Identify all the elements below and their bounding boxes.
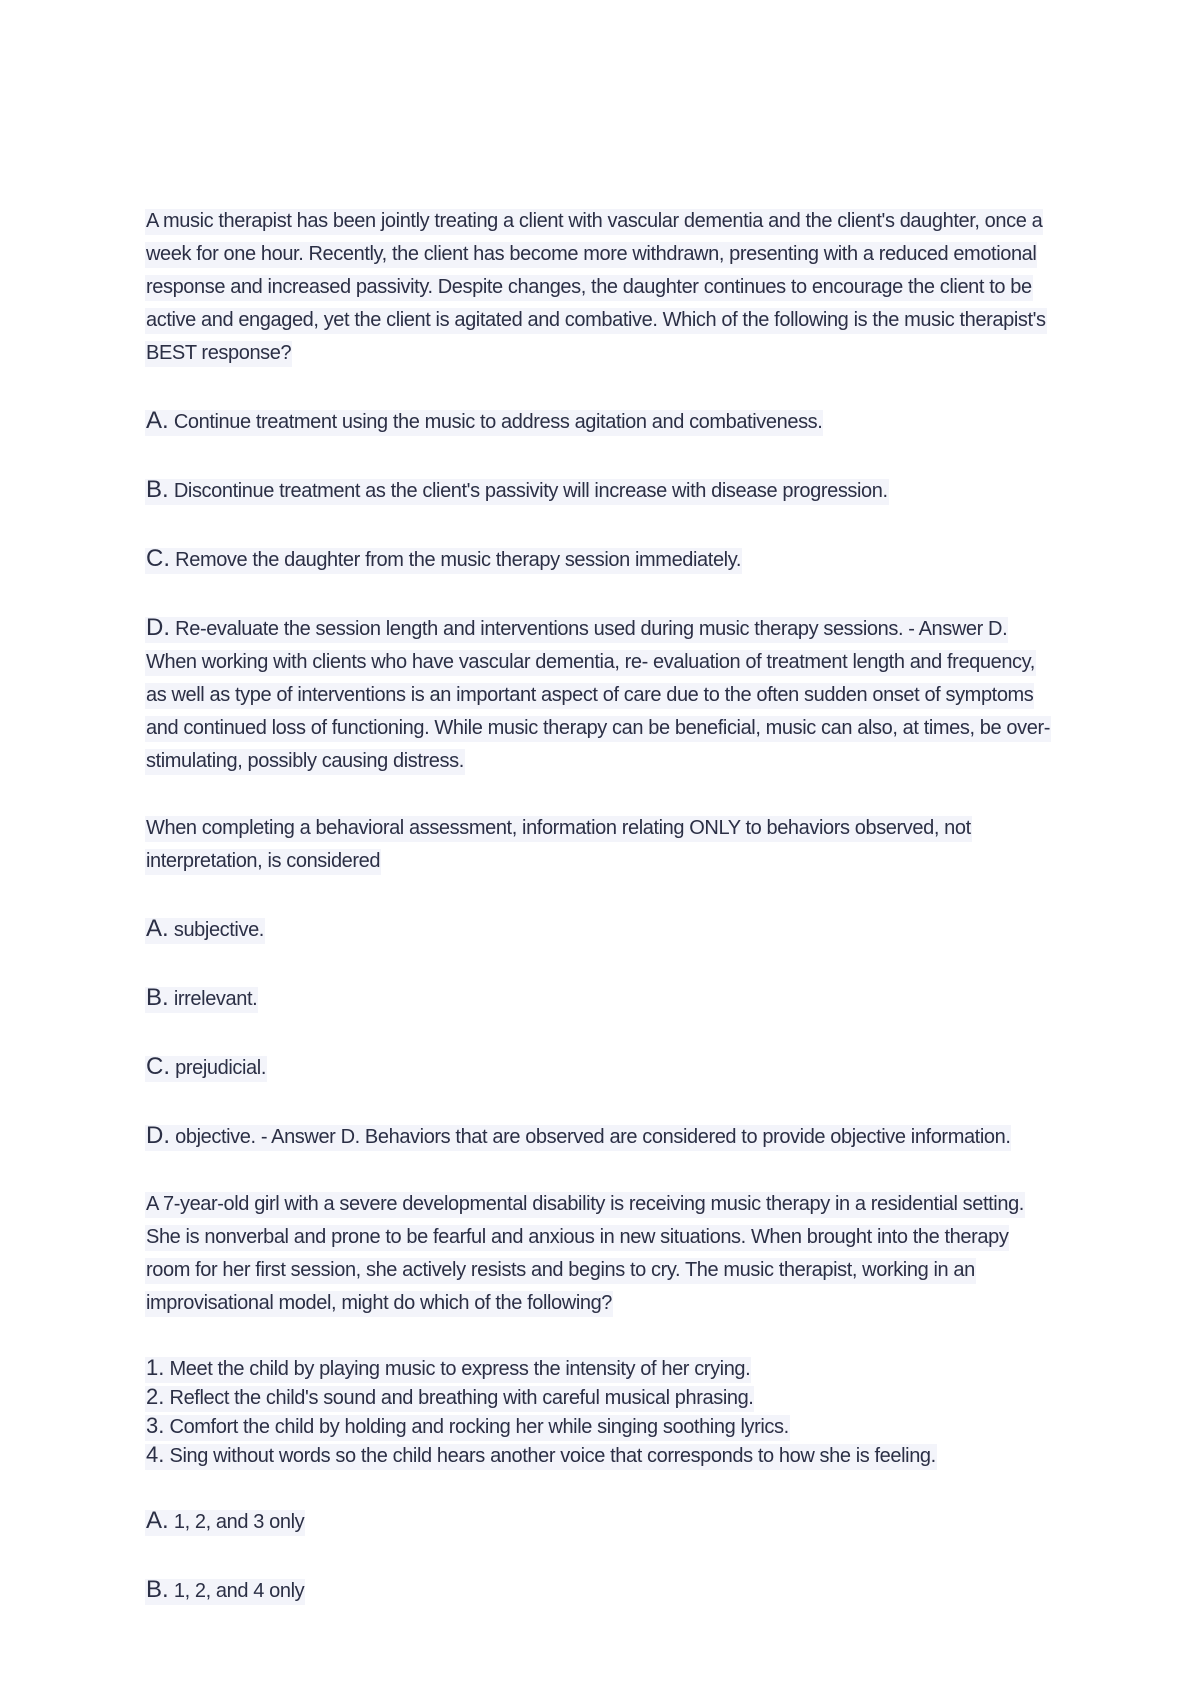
question-3-numbered-list [145,1354,1055,1470]
list-item [145,1383,1055,1412]
item-number: 2. [146,1384,165,1409]
question-3-stem [145,1188,1055,1320]
item-number: 1. [146,1355,165,1380]
option-letter: A. [146,407,169,434]
option-letter: B. [146,1576,169,1603]
item-text: Comfort the child by holding and rocking her while singing soothing lyrics. [169,1416,789,1438]
option-text: Discontinue treatment as the client's passivity will increase with disease progression. [173,480,888,502]
option-letter: C. [146,1053,170,1080]
question-3-stem-text: A 7-year-old girl with a severe developmental disability is receiving music therapy in a residential setting. She is nonverbal and prone to be fearful and anxious in new situations. When brought into the therapy room for her first session, she actively resists and begins to cry. The music therapist, working in an improvisational model, might do which of the following? [145,1192,1025,1317]
item-number: 3. [146,1413,165,1438]
list-item [145,1354,1055,1383]
question-1-option-d [145,611,1055,778]
question-2-option-b [145,981,1055,1016]
option-text: Remove the daughter from the music therapy session immediately. [175,549,741,571]
question-2-stem [145,812,1055,878]
option-letter: B. [146,476,169,503]
option-letter: D. [146,1122,170,1149]
list-item [145,1412,1055,1441]
question-1-option-b [145,473,1055,508]
option-text: prejudicial. [175,1057,266,1079]
question-3-option-b [145,1573,1055,1608]
question-3-option-a [145,1504,1055,1539]
question-1-stem-text: A music therapist has been jointly treating a client with vascular dementia and the client's daughter, once a week for one hour. Recently, the client has become more withdrawn, presenting with a reduced emotional response and increased passivity. Despite changes, the daughter continues to encourage the client to be active and engaged, yet the client is agitated and combative. Which of the following is the music therapist's BEST response? [145,209,1047,367]
option-text: subjective. [173,919,264,941]
option-text: Continue treatment using the music to address agitation and combativeness. [173,411,823,433]
question-2-stem-text: When completing a behavioral assessment, information relating ONLY to behaviors observed, not interpretation, is considered [145,816,972,875]
question-1-option-a [145,404,1055,439]
question-1-stem [145,205,1055,370]
document-content [145,205,1055,1642]
item-text: Sing without words so the child hears another voice that corresponds to how she is feeling. [169,1445,936,1467]
option-text: objective. - Answer D. Behaviors that are observed are considered to provide objective information. [175,1126,1011,1148]
option-letter: A. [146,1507,169,1534]
option-text: 1, 2, and 3 only [173,1511,305,1533]
question-2-option-c [145,1050,1055,1085]
option-text: Re-evaluate the session length and interventions used during music therapy sessions. - Answer D. When working with clients who have vascular dementia, re- evaluation of treatment length and frequency, as well as type of interventions is an important aspect of care due to the often sudden onset of symptoms and continued loss of functioning. While music therapy can be beneficial, music can also, at times, be over-stimulating, possibly causing distress. [146,618,1050,772]
option-letter: A. [146,915,169,942]
question-2-option-a [145,912,1055,947]
item-text: Meet the child by playing music to express the intensity of her crying. [169,1358,751,1380]
option-letter: D. [146,614,170,641]
option-text: 1, 2, and 4 only [173,1580,305,1602]
question-2-option-d [145,1119,1055,1154]
option-letter: B. [146,984,169,1011]
option-letter: C. [146,545,170,572]
list-item [145,1441,1055,1470]
item-text: Reflect the child's sound and breathing with careful musical phrasing. [169,1387,754,1409]
question-1-option-c [145,542,1055,577]
option-text: irrelevant. [173,988,258,1010]
item-number: 4. [146,1442,165,1467]
